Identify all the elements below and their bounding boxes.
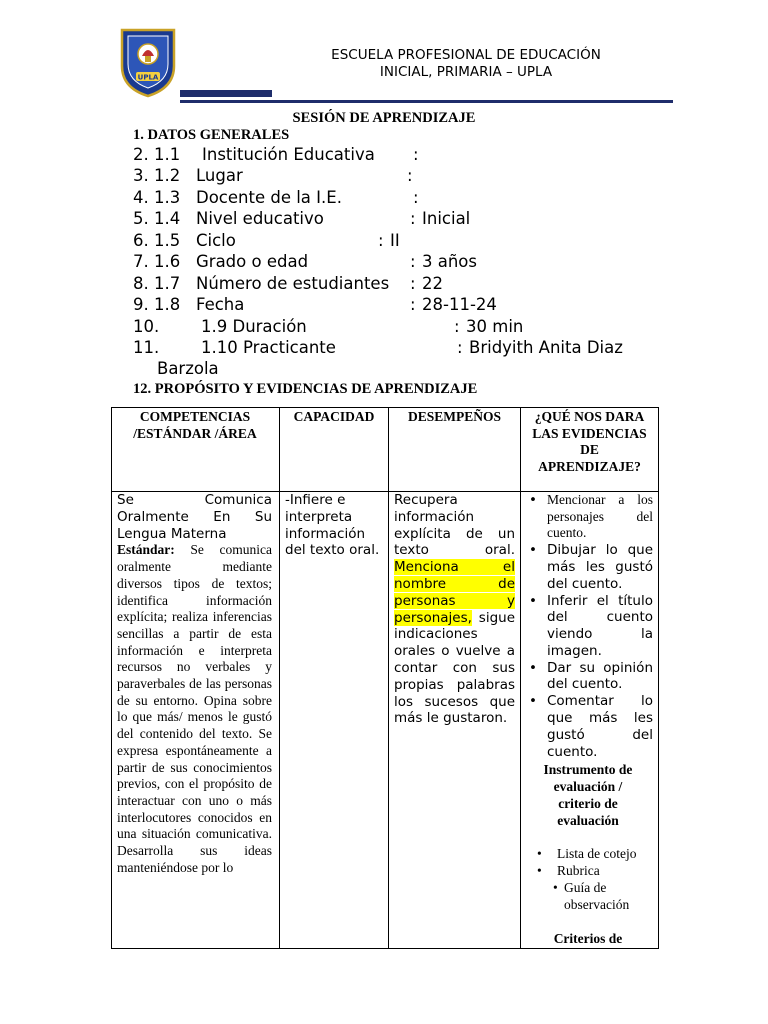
item-number: 5. 1.4 xyxy=(133,209,181,228)
logo-label: UPLA xyxy=(137,73,159,82)
item-label: Grado o edad xyxy=(196,252,309,271)
school-header-line2: INICIAL, PRIMARIA – UPLA xyxy=(379,64,553,80)
item-label: 1.10 Practicante xyxy=(201,338,336,357)
item-label: 1.9 Duración xyxy=(201,317,307,336)
school-header-line1: ESCUELA PROFESIONAL DE EDUCACIÓN xyxy=(331,47,601,63)
item-colon: : xyxy=(407,166,413,185)
tool-list xyxy=(523,845,653,913)
header-desempenos: DESEMPEÑOS xyxy=(407,409,502,424)
item-number: 10. xyxy=(133,317,160,336)
item-colon: : xyxy=(410,274,416,293)
table-col-divider-1 xyxy=(279,407,280,949)
tool-item: • Guía de observación xyxy=(553,880,630,913)
cell-capacidad: -Infiere e interpreta información del texto oral. xyxy=(285,492,380,559)
table-border-right xyxy=(658,407,659,949)
evidence-item: • Dibujar lo que más les gustó del cuento. xyxy=(547,542,653,592)
bullet-icon: • xyxy=(537,846,542,862)
item-colon: : xyxy=(378,231,384,250)
desempeno-text-after: sigue indicaciones orales o vuelve a contar con sus propias palabras los sucesos que más le gustaron. xyxy=(394,609,515,727)
item-value: 30 min xyxy=(466,317,524,336)
item-number: 9. 1.8 xyxy=(133,295,181,314)
item-number: 8. 1.7 xyxy=(133,274,181,293)
item-label: Nivel educativo xyxy=(196,209,324,228)
table-border-bottom xyxy=(111,948,659,949)
evidence-item: • Inferir el título del cuento viendo la imagen. xyxy=(547,593,653,660)
criterios-title: Criterios de xyxy=(553,931,623,947)
item-number: 6. 1.5 xyxy=(133,231,181,250)
table-col-divider-3 xyxy=(520,407,521,949)
school-header xyxy=(270,47,662,81)
estandar-block xyxy=(117,542,272,876)
bullet-icon: • xyxy=(537,863,542,879)
item-label: Ciclo xyxy=(196,231,236,250)
cell-evidencias xyxy=(523,492,653,947)
item-colon: : xyxy=(410,295,416,314)
tool-item: • Rubrica xyxy=(537,863,600,879)
item-value: Inicial xyxy=(422,209,471,228)
competencia-name: Se Comunica Oralmente En Su Lengua Materna xyxy=(117,492,272,542)
item-colon: : xyxy=(413,145,419,164)
evidence-list xyxy=(523,492,653,760)
item-colon: : xyxy=(413,188,419,207)
cell-competencia xyxy=(117,492,272,947)
upla-logo xyxy=(118,26,178,98)
estandar-text: Se comunica oralmente mediante diversos tipos de textos; identifica información explícita; realiza inferencias sencillas a partir de esta información e interpreta recursos no verbales y paraverbales de las personas de su entorno. Opina sobre lo que más/ menos le gustó del contenido del texto. Se expresa espontáneamente a partir de sus conocimientos previos, con el propósito de interactuar con uno o más interlocutores conocidos en una situación comunicativa. Desarrolla sus ideas manteniéndose por lo xyxy=(117,542,272,875)
item-number: 11. xyxy=(133,338,160,357)
instrument-title: Instrumento de evaluación / criterio de evaluación xyxy=(543,762,633,829)
item-value: 3 años xyxy=(422,252,478,271)
item-label: Institución Educativa xyxy=(202,145,375,164)
item-number: 3. 1.2 xyxy=(133,166,181,185)
header-capacidad: CAPACIDAD xyxy=(293,409,375,424)
item-colon: : xyxy=(410,252,416,271)
item-colon: : xyxy=(454,317,460,336)
table-border-left xyxy=(111,407,112,949)
item-value: 22 xyxy=(422,274,443,293)
item-label: Lugar xyxy=(196,166,243,185)
item-value: Bridyith Anita Diaz xyxy=(469,338,623,357)
cell-desempeno xyxy=(394,492,515,947)
item-number: 2. 1.1 xyxy=(133,145,181,164)
tool-item: • Lista de cotejo xyxy=(537,846,637,862)
item-number: 7. 1.6 xyxy=(133,252,181,271)
desempeno-highlight: Menciona el nombre de personas y personajes, xyxy=(394,559,515,626)
header-competencias: COMPETENCIAS /ESTÁNDAR /ÁREA xyxy=(133,409,257,441)
section-heading-proposito: 12. PROPÓSITO Y EVIDENCIAS DE APRENDIZAJE xyxy=(133,381,478,397)
section-heading-datos: 1. DATOS GENERALES xyxy=(133,127,290,143)
bullet-icon: • xyxy=(553,880,558,896)
item-label: Docente de la I.E. xyxy=(196,188,342,207)
desempeno-text: Recupera información explícita de un texto oral. xyxy=(394,492,515,559)
table-col-divider-2 xyxy=(388,407,389,949)
item-value-continued: Barzola xyxy=(157,359,219,378)
session-title: SESIÓN DE APRENDIZAJE xyxy=(292,110,476,126)
item-label: Número de estudiantes xyxy=(196,274,390,293)
item-number: 4. 1.3 xyxy=(133,188,181,207)
item-colon: : xyxy=(457,338,463,357)
evidence-item: • Dar su opinión del cuento. xyxy=(547,660,653,694)
item-value: II xyxy=(390,231,400,250)
item-value: 28-11-24 xyxy=(422,295,497,314)
item-label: Fecha xyxy=(196,295,245,314)
header-evidencias: ¿QUÉ NOS DARA LAS EVIDENCIAS DE APRENDIZAJE? xyxy=(532,409,647,474)
evidence-item: • Mencionar a los personajes del cuento. xyxy=(547,492,653,542)
item-colon: : xyxy=(410,209,416,228)
header-rule-thin xyxy=(180,100,673,103)
header-rule-thick xyxy=(180,90,272,97)
evidence-table xyxy=(111,407,659,949)
evidence-item: • Comentar lo que más les gustó del cuento. xyxy=(547,693,653,760)
estandar-label: Estándar: xyxy=(117,542,175,558)
